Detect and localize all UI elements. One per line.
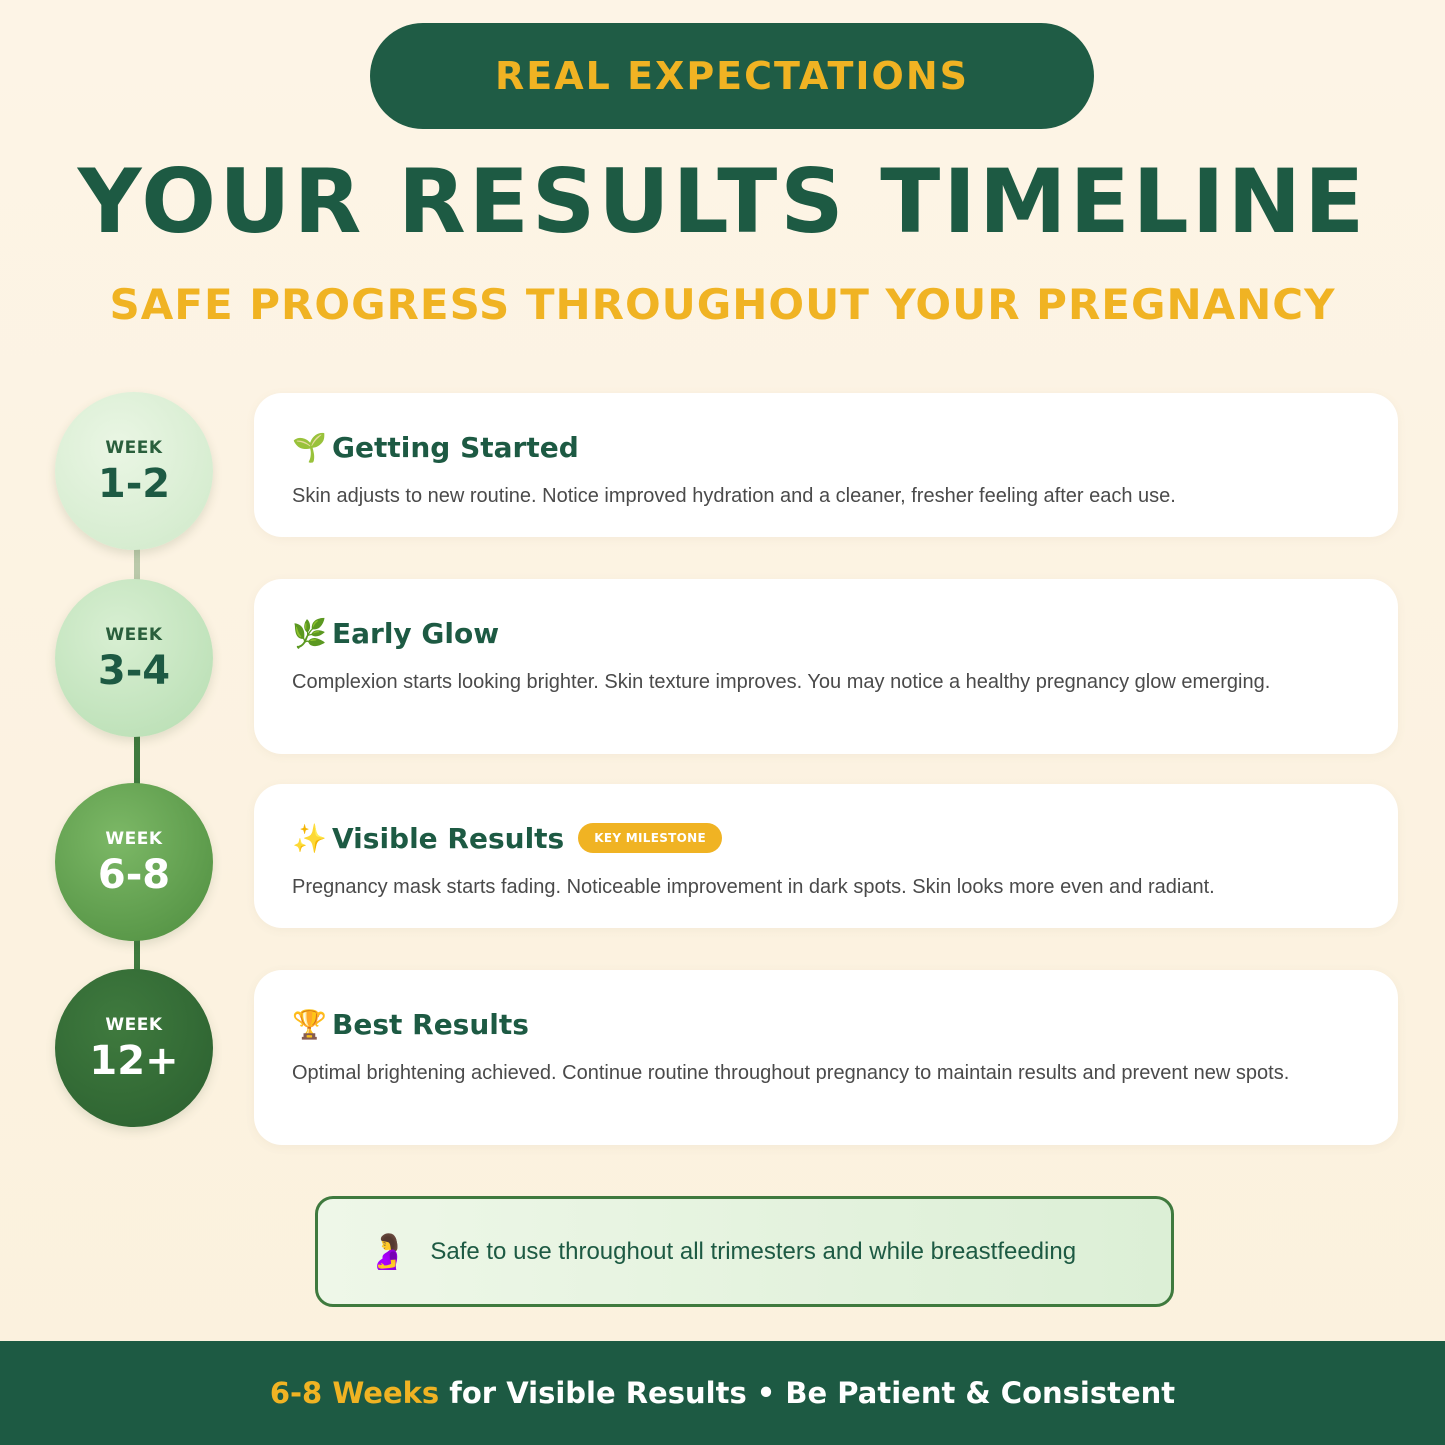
week-circle (55, 579, 213, 737)
card-description: Pregnancy mask starts fading. Noticeable improvement in dark spots. Skin looks more even and radiant. (292, 876, 1215, 898)
header-pill (370, 23, 1094, 129)
card-description: Optimal brightening achieved. Continue routine throughout pregnancy to maintain results and prevent new spots. (292, 1062, 1290, 1084)
herb-icon: 🌿 (292, 616, 327, 650)
safety-notice (315, 1196, 1174, 1307)
timeline-card (254, 393, 1398, 537)
page-title: YOUR RESULTS TIMELINE (77, 150, 1368, 253)
pill-label: REAL EXPECTATIONS (495, 54, 969, 98)
card-title: Getting Started (332, 430, 579, 464)
card-description: Skin adjusts to new routine. Notice improved hydration and a cleaner, fresher feeling after each use. (292, 485, 1176, 507)
week-circle (55, 969, 213, 1127)
page-subtitle: SAFE PROGRESS THROUGHOUT YOUR PREGNANCY (109, 280, 1336, 329)
week-label: WEEK (105, 625, 163, 645)
card-title: Best Results (332, 1007, 529, 1041)
week-label: WEEK (105, 1015, 163, 1035)
timeline-connector (134, 939, 140, 971)
timeline-card (254, 579, 1398, 754)
seedling-icon: 🌱 (292, 430, 327, 464)
week-circle (55, 783, 213, 941)
timeline-connector (134, 735, 140, 785)
footer-banner (0, 1341, 1445, 1445)
week-circle (55, 392, 213, 550)
timeline-card (254, 970, 1398, 1145)
card-title: Early Glow (332, 616, 500, 650)
footer-highlight: 6-8 Weeks (269, 1376, 440, 1410)
week-range: 1-2 (97, 461, 171, 507)
timeline-connector (134, 548, 140, 582)
week-label: WEEK (105, 829, 163, 849)
card-description: Complexion starts looking brighter. Skin texture improves. You may notice a healthy pregnancy glow emerging. (292, 671, 1271, 693)
key-milestone-badge: KEY MILESTONE (578, 823, 722, 853)
week-range: 6-8 (97, 852, 171, 898)
timeline-card (254, 784, 1398, 928)
week-label: WEEK (105, 438, 163, 458)
safety-text: Safe to use throughout all trimesters and while breastfeeding (430, 1237, 1077, 1265)
sparkles-icon: ✨ (292, 821, 327, 855)
pregnant-woman-icon: 🤰 (366, 1231, 409, 1272)
week-range: 3-4 (97, 648, 171, 694)
footer-text: for Visible Results • Be Patient & Consistent (439, 1376, 1176, 1410)
week-range: 12+ (89, 1038, 179, 1084)
trophy-icon: 🏆 (292, 1007, 327, 1041)
card-title: Visible Results (332, 821, 565, 855)
